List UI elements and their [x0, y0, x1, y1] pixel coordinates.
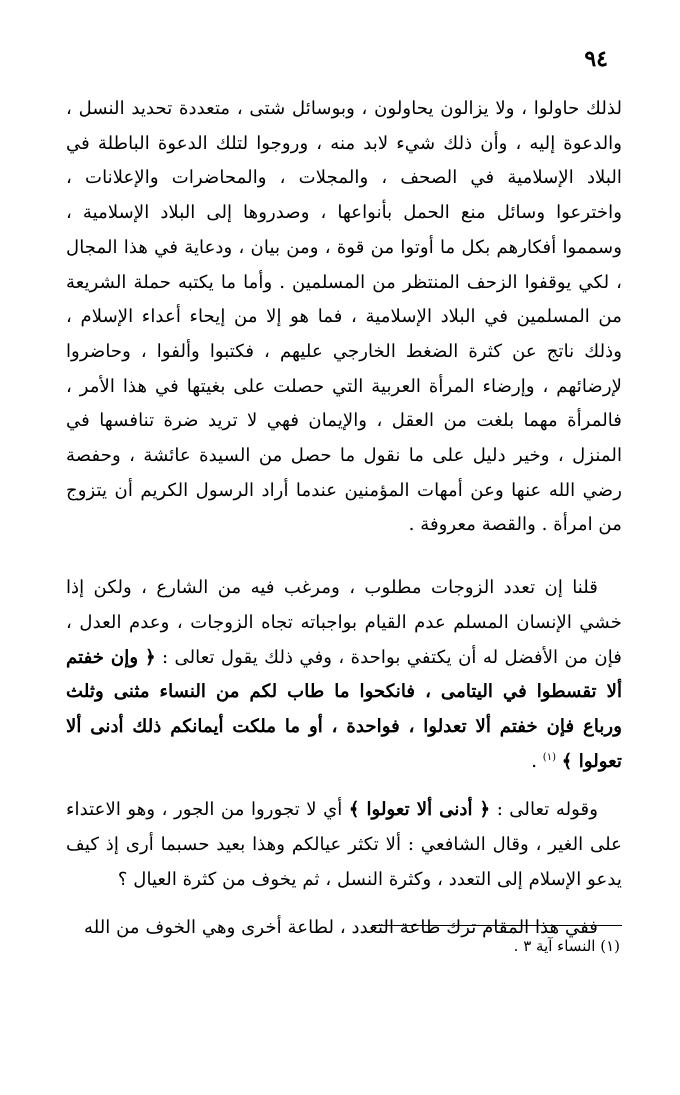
paragraph-4: ففي هذا المقام ترك طاعة التعدد ، لطاعة أخرى وهي الخوف من الله — [83, 917, 598, 939]
footnote: (١) النساء آية ٣ . — [513, 937, 620, 955]
paragraph-1: لذلك حاولوا ، ولا يزالون يحاولون ، وبوسائل شتى ، متعددة تحديد النسل ، والدعوة إليه ، وأن ذلك شيء لابد منه ، وروجوا لتلك الدعوة الباطلة في البلاد الإسلامية في الصحف ، والمجلات ، والمحاضرات والإعلانات ، واخترعوا وسائل منع الحمل بأنواعها ، وصدروها إلى البلاد الإسلامية ، وسمموا أفكارهم بكل ما أوتوا من قوة ، ومن بيان ، ودعاية في هذا المجال ، لكي يوقفوا الزحف المنتظر من المسلمين . وأما ما يكتبه حملة الشريعة من المسلمين في البلاد الإسلامية ، فما هو إلا من إيحاء أعداء الإسلام ، وذلك ناتج عن كثرة الضغط الخارجي عليهم ، فكتبوا وألفوا ، وحاضروا لإرضائهم ، وإرضاء المرأة العربية التي حصلت على بغيتها في هذا الأمر ، فالمرأة مهما بلغت من العقل ، والإيمان فهي لا تريد ضرة تنافسها في المنزل ، وخير دليل على ما نقول ما حصل من السيدة عائشة ، وحفصة رضي الله عنها وعن أمهات المؤمنين عندما أراد الرسول الكريم أن يتزوج من امرأة . والقصة معروفة . — [66, 98, 622, 536]
paragraph-2 — [66, 571, 622, 779]
paragraph-3-start: وقوله تعالى : — [496, 799, 598, 821]
page-number: ٩٤ — [584, 46, 608, 72]
footnote-divider — [372, 925, 622, 926]
paragraph-2-intro: قلنا إن تعدد الزوجات مطلوب ، ومرغب فيه من الشارع ، ولكن إذا خشي الإنسان المسلم عدم القيام بواجباته تجاه الزوجات ، وعدم العدل ، فإن من الأفضل له أن يكتفي بواحدة ، وفي ذلك يقول تعالى : — [66, 577, 622, 668]
paragraph-3-rest: أي لا تجوروا من الجور ، وهو الاعتداء على الغير ، وقال الشافعي : ألا تكثر عيالكم وهذا بعيد حسبما أرى إذ كيف يدعو الإسلام إلى التعدد ، وكثرة النسل ، ثم يخوف من كثرة العيال ؟ — [66, 799, 622, 890]
paragraph-3 — [66, 793, 622, 897]
body-text — [66, 92, 622, 946]
quran-verse-nisa-3: ﴿ وإن خفتم ألا تقسطوا في اليتامى ، فانكحوا ما طاب لكم من النساء مثنى وثلث ورباع فإن خفتم ألا تعدلوا ، فواحدة ، أو ما ملكت أيمانكم ذلك أدنى ألا تعولوا ﴾ — [66, 646, 622, 772]
footnote-reference: (١) — [542, 751, 556, 763]
paragraph-2-end: . — [531, 750, 543, 772]
quran-verse-quote: ﴿ أدنى ألا تعولوا ﴾ — [348, 799, 491, 821]
